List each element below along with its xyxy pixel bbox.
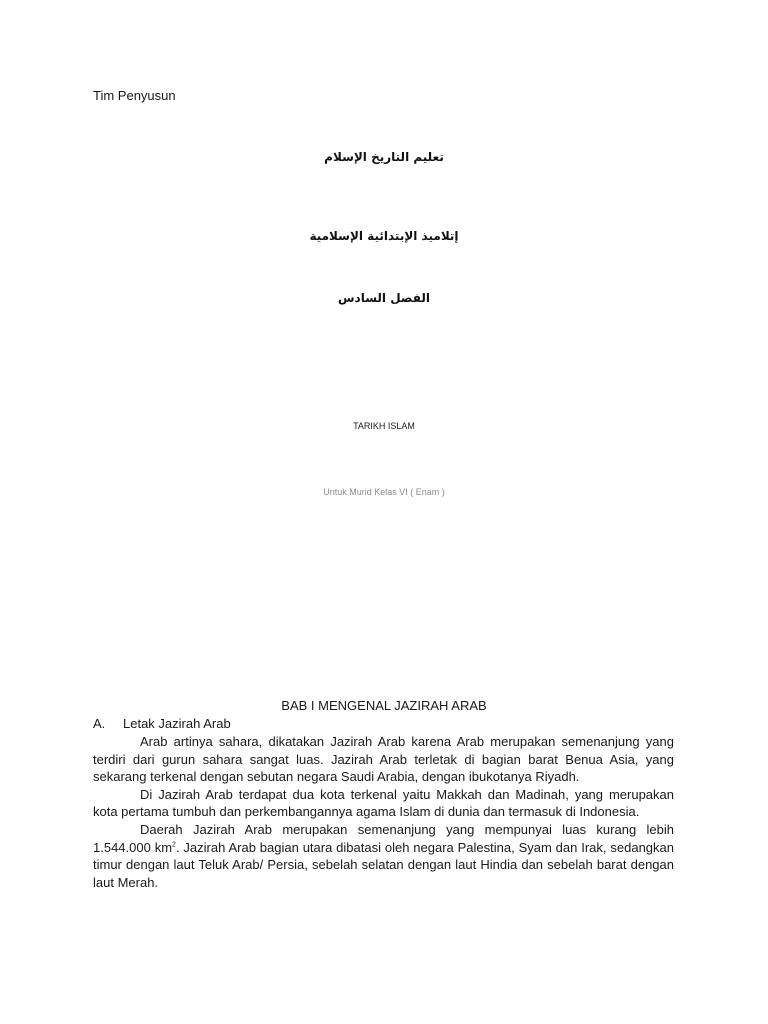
grade-subtitle: Untuk Murid Kelas VI ( Enam )	[323, 487, 445, 497]
body-text	[93, 733, 674, 891]
paragraph-1: Arab artinya sahara, dikatakan Jazirah Arab karena Arab merupakan semenanjung yang terdiri dari gurun sahara sangat luas. Jazirah Arab terletak di bagian barat Benua Asia, yang sekarang terkenal dengan sebutan negara Saudi Arabia, dengan ibukotanya Riyadh.	[93, 734, 674, 785]
team-label: Tim Penyusun	[93, 88, 176, 103]
section-heading	[93, 716, 231, 731]
arabic-title-3: الفصل السادس	[337, 291, 431, 305]
paragraph-3	[93, 821, 674, 891]
chapter-heading: BAB I MENGENAL JAZIRAH ARAB	[281, 698, 487, 713]
paragraph-2: Di Jazirah Arab terdapat dua kota terkenal yaitu Makkah dan Madinah, yang merupakan kota pertama tumbuh dan perkembangannya agama Islam di dunia dan termasuk di Indonesia.	[93, 786, 674, 820]
arabic-title-1: تعليم التاريخ الإسلام	[324, 150, 444, 164]
section-letter: A.	[93, 716, 106, 731]
subject-title: TARIKH ISLAM	[353, 421, 415, 431]
arabic-title-2: إتلاميذ الإبتدائية الإسلامية	[309, 229, 459, 243]
superscript-2: 2	[172, 841, 176, 849]
paragraph-3-part-b: . Jazirah Arab bagian utara dibatasi oleh negara Palestina, Syam dan Irak, sedangkan timur dengan laut Teluk Arab/ Persia, sebelah selatan dengan laut Hindia dan sebelah barat dengan laut Merah.	[93, 839, 674, 890]
paragraph-3-part-a: Daerah Jazirah Arab merupakan semenanjung yang mempunyai luas kurang lebih 1.544.000 km	[93, 821, 674, 855]
section-title: Letak Jazirah Arab	[123, 716, 231, 731]
